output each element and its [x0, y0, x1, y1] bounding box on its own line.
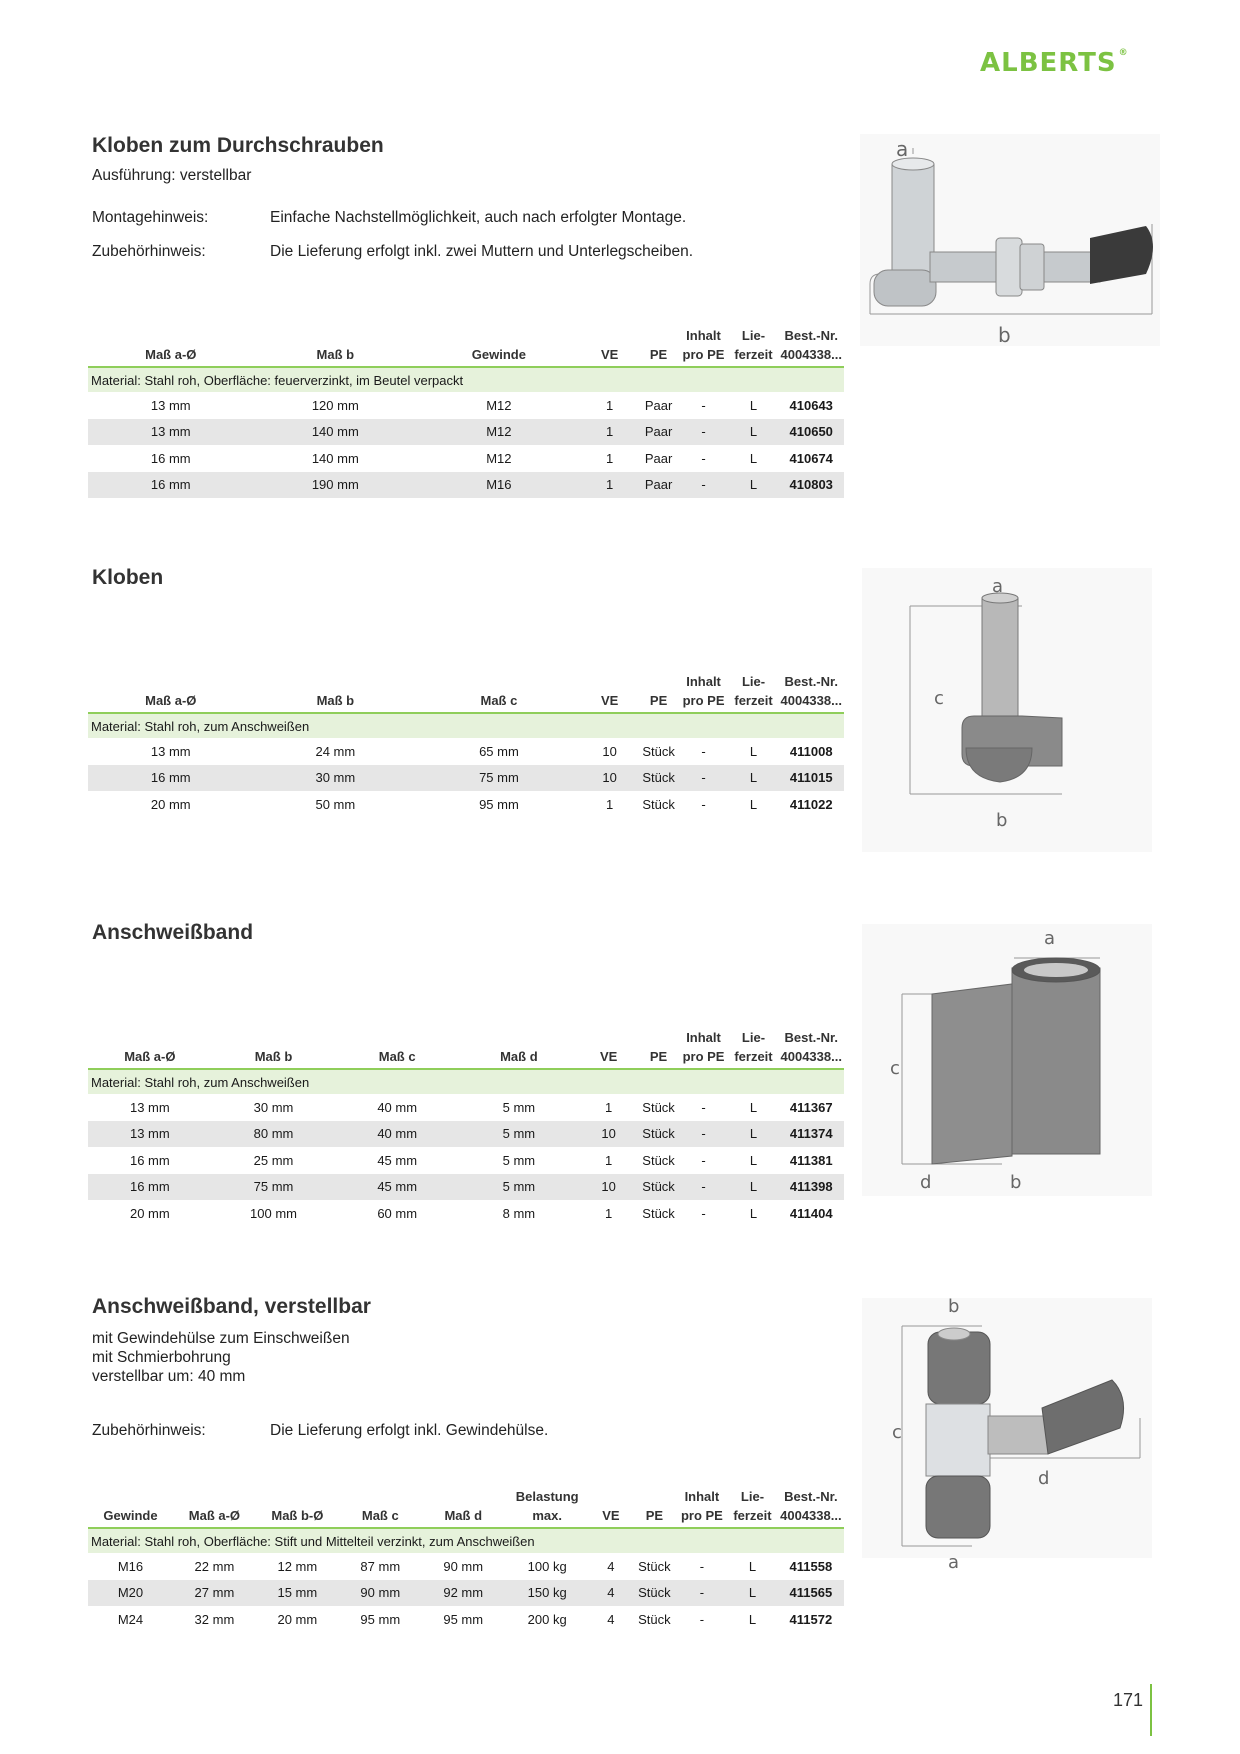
article-number-cell: 411381	[789, 1152, 833, 1168]
table-cell: 120 mm	[311, 397, 359, 413]
table-cell: -	[679, 1174, 729, 1201]
article-number-cell: 410674	[789, 450, 833, 466]
article-number-cell: 411558	[789, 1558, 833, 1574]
table-cell: 1	[605, 1152, 613, 1168]
table-cell: M20	[88, 1580, 173, 1607]
table-cell: 10	[579, 1174, 639, 1201]
table-cell: L	[749, 1152, 758, 1168]
table-cell: 20 mm	[129, 1205, 170, 1221]
table-row	[88, 1094, 844, 1121]
table-cell: Stück	[639, 1121, 679, 1148]
table-row	[88, 1121, 844, 1148]
column-header: VE	[599, 1049, 618, 1064]
table-cell: Stück	[632, 1580, 677, 1607]
table-cell: 1	[605, 1099, 613, 1115]
table-cell: 190 mm	[254, 472, 418, 499]
table-cell: M12	[486, 450, 512, 466]
table-cell: L	[729, 1174, 779, 1201]
material-row	[88, 713, 844, 738]
table-cell: Paar	[644, 397, 673, 413]
table-cell: L	[749, 397, 758, 413]
table-cell: -	[701, 796, 706, 812]
table-cell: 75 mm	[417, 765, 581, 792]
column-header: Lie- ferzeit	[734, 328, 773, 362]
column-header: Gewinde	[103, 1508, 158, 1523]
table-cell: 90 mm	[443, 1558, 484, 1574]
column-header: Maß a-Ø	[145, 693, 197, 708]
column-header: VE	[600, 693, 619, 708]
table-cell: 12 mm	[277, 1558, 318, 1574]
table-cell: Stück	[639, 765, 679, 792]
table-cell: 87 mm	[360, 1558, 401, 1574]
table-cell: -	[699, 1558, 705, 1574]
article-number-cell: 411367	[789, 1099, 833, 1115]
table-cell: 90 mm	[339, 1580, 422, 1607]
column-header: Best.-Nr. 4004338...	[780, 328, 842, 362]
table-cell: -	[701, 397, 706, 413]
article-number-cell: 411398	[778, 1174, 844, 1201]
svg-text:b: b	[948, 1296, 960, 1317]
table-cell: L	[748, 1558, 757, 1574]
table-cell: L	[749, 450, 758, 466]
column-header: PE	[649, 347, 668, 362]
table-cell: 20 mm	[150, 796, 191, 812]
table-cell: Stück	[642, 1099, 675, 1115]
table-cell: M12	[486, 397, 512, 413]
svg-text:b: b	[998, 323, 1011, 347]
table-row	[88, 419, 844, 446]
table-cell: Paar	[639, 419, 679, 446]
table-cell: Stück	[638, 1558, 671, 1574]
svg-text:d: d	[920, 1172, 932, 1193]
accessory-hint: Zubehörhinweis: Die Lieferung erfolgt inkl. Gewindehülse.	[92, 1422, 549, 1439]
article-number-cell: 411572	[789, 1611, 833, 1627]
column-header: Belastung max.	[515, 1489, 579, 1523]
table-cell: -	[701, 1152, 706, 1168]
feature-line: mit Schmierbohrung	[92, 1349, 231, 1366]
table-cell: 95 mm	[360, 1611, 401, 1627]
table-row	[88, 1606, 844, 1633]
table-cell: 16 mm	[150, 450, 191, 466]
svg-text:d: d	[1038, 1468, 1050, 1489]
material-row	[88, 1528, 844, 1553]
table-cell: 100 mm	[250, 1205, 297, 1221]
table-cell: 27 mm	[173, 1580, 256, 1607]
article-number-cell: 410643	[789, 397, 833, 413]
column-header: Maß b-Ø	[271, 1508, 324, 1523]
table-cell: L	[749, 796, 758, 812]
table-cell: M24	[117, 1611, 144, 1627]
material-row	[88, 367, 844, 392]
table-cell: 13 mm	[88, 1121, 212, 1148]
column-header: VE	[600, 347, 619, 362]
svg-text:c: c	[934, 688, 944, 709]
svg-text:a: a	[992, 576, 1004, 597]
feature-line: verstellbar um: 40 mm	[92, 1368, 246, 1385]
table-cell: 10	[581, 765, 639, 792]
table-header-row	[88, 672, 844, 713]
table-cell: L	[749, 1099, 758, 1115]
article-number-cell: 411008	[789, 743, 833, 759]
table-cell: 80 mm	[212, 1121, 336, 1148]
table-cell: Stück	[642, 796, 675, 812]
column-header: Gewinde	[471, 347, 526, 362]
column-header: Maß b	[316, 693, 355, 708]
section-title: Kloben	[92, 566, 164, 589]
table-cell: 4	[590, 1580, 632, 1607]
table-cell: 100 kg	[527, 1558, 567, 1574]
section-subtitle: Ausführung: verstellbar	[92, 167, 252, 184]
table-row	[88, 738, 844, 765]
table-cell: 75 mm	[212, 1174, 336, 1201]
table-header-row	[88, 1028, 844, 1069]
table-cell: 4	[607, 1558, 615, 1574]
svg-text:c: c	[892, 1422, 902, 1443]
table-cell: 16 mm	[88, 472, 254, 499]
table-row	[88, 765, 844, 792]
table-cell: L	[728, 419, 778, 446]
section-anschweissband	[92, 921, 844, 945]
product-image	[862, 568, 1152, 852]
table-cell: L	[748, 1611, 757, 1627]
product-table	[88, 326, 844, 498]
table-cell: 13 mm	[150, 743, 191, 759]
table-cell: 5 mm	[459, 1121, 579, 1148]
table-cell: -	[699, 1611, 705, 1627]
table-cell: Stück	[639, 1174, 679, 1201]
table-row	[88, 392, 844, 419]
article-number-cell: 411022	[789, 796, 833, 812]
table-cell: -	[679, 765, 729, 792]
table-cell: 16 mm	[129, 1152, 170, 1168]
table-cell: 13 mm	[88, 419, 254, 446]
article-number-cell: 411404	[789, 1205, 833, 1221]
product-image	[862, 1296, 1152, 1573]
table-cell: 5 mm	[502, 1099, 536, 1115]
column-header: Inhalt pro PE	[682, 1030, 725, 1064]
column-header: Maß a-Ø	[124, 1049, 176, 1064]
table-cell: 16 mm	[88, 765, 254, 792]
table-cell: L	[729, 1121, 779, 1148]
table-cell: Stück	[638, 1611, 671, 1627]
table-header-row	[88, 1487, 844, 1528]
column-header: VE	[602, 1508, 620, 1523]
table-header-row	[88, 326, 844, 367]
table-cell: 45 mm	[377, 1152, 418, 1168]
table-cell: 30 mm	[254, 765, 418, 792]
table-cell: 24 mm	[315, 743, 356, 759]
table-cell: 25 mm	[253, 1152, 294, 1168]
table-cell: -	[677, 1580, 728, 1607]
article-number-cell: 410650	[778, 419, 844, 446]
table-cell: 95 mm	[443, 1611, 484, 1627]
column-header: Best.-Nr. 4004338...	[780, 1489, 842, 1523]
article-number-cell: 411565	[778, 1580, 844, 1607]
svg-text:a: a	[1044, 928, 1056, 949]
table-cell: Paar	[639, 472, 679, 499]
table-cell: 60 mm	[377, 1205, 418, 1221]
table-row	[88, 472, 844, 499]
svg-text:b: b	[996, 810, 1008, 831]
table-cell: 45 mm	[335, 1174, 459, 1201]
table-cell: 13 mm	[129, 1099, 170, 1115]
table-cell: 92 mm	[422, 1580, 505, 1607]
product-table	[88, 672, 844, 818]
feature-line: mit Gewindehülse zum Einschweißen	[92, 1330, 350, 1347]
section-anschweissband-verstellbar	[92, 1295, 844, 1440]
product-image	[860, 134, 1160, 346]
table-row	[88, 1174, 844, 1201]
table-cell: 4	[607, 1611, 615, 1627]
table-cell: -	[701, 1205, 706, 1221]
table-cell: -	[679, 1121, 729, 1148]
article-number-cell: 411374	[778, 1121, 844, 1148]
table-cell: -	[679, 419, 729, 446]
table-cell: M16	[417, 472, 581, 499]
table-cell: 1	[605, 1205, 613, 1221]
table-cell: 1	[606, 796, 614, 812]
product-image	[862, 924, 1152, 1196]
column-header: Lie- ferzeit	[733, 1489, 772, 1523]
table-cell: 8 mm	[502, 1205, 536, 1221]
column-header: Maß b	[254, 1049, 293, 1064]
material-note: Material: Stahl roh, Oberfläche: feuerverzinkt, im Beutel verpackt	[88, 367, 844, 392]
table-cell: 200 kg	[527, 1611, 567, 1627]
section-title: Anschweißband	[92, 921, 254, 944]
table-cell: 140 mm	[254, 419, 418, 446]
accessory-hint: Zubehörhinweis: Die Lieferung erfolgt inkl. zwei Muttern und Unterlegscheiben.	[92, 243, 694, 260]
table-cell: 10	[579, 1121, 639, 1148]
svg-text:b: b	[1010, 1172, 1022, 1193]
product-table	[88, 1028, 844, 1227]
table-cell: 32 mm	[194, 1611, 235, 1627]
table-cell: 40 mm	[335, 1121, 459, 1148]
column-header: Inhalt pro PE	[680, 1489, 723, 1523]
table-cell: 15 mm	[256, 1580, 339, 1607]
material-note: Material: Stahl roh, zum Anschweißen	[88, 1069, 844, 1094]
column-header: PE	[649, 693, 668, 708]
table-cell: 1	[606, 397, 614, 413]
material-note: Material: Stahl roh, Oberfläche: Stift und Mittelteil verzinkt, zum Anschweißen	[88, 1528, 844, 1553]
table-cell: 10	[602, 743, 617, 759]
table-cell: L	[749, 743, 758, 759]
table-cell: 13 mm	[150, 397, 191, 413]
column-header: Inhalt pro PE	[682, 328, 725, 362]
brand-logo: ALBERTS ®	[980, 48, 1129, 78]
column-header: Lie- ferzeit	[734, 674, 773, 708]
table-cell: -	[679, 472, 729, 499]
table-cell: 140 mm	[311, 450, 359, 466]
table-cell: Stück	[642, 743, 675, 759]
column-header: Maß b	[316, 347, 355, 362]
material-row	[88, 1069, 844, 1094]
column-header: Best.-Nr. 4004338...	[780, 1030, 842, 1064]
table-cell: Stück	[642, 1152, 675, 1168]
table-cell: M12	[417, 419, 581, 446]
table-cell: Stück	[642, 1205, 675, 1221]
column-header: Lie- ferzeit	[734, 1030, 773, 1064]
table-cell: 5 mm	[502, 1152, 536, 1168]
table-cell: 65 mm	[479, 743, 519, 759]
table-row	[88, 1147, 844, 1174]
mounting-hint: Montagehinweis: Einfache Nachstellmöglichkeit, auch nach erfolgter Montage.	[92, 209, 687, 226]
table-cell: 150 kg	[505, 1580, 590, 1607]
table-row	[88, 1553, 844, 1580]
section-title: Anschweißband, verstellbar	[92, 1295, 371, 1318]
section-kloben-durchschrauben	[92, 134, 844, 261]
table-cell: L	[728, 472, 778, 499]
table-cell: 50 mm	[315, 796, 356, 812]
table-cell: -	[701, 743, 706, 759]
table-cell: -	[701, 450, 706, 466]
svg-text:c: c	[890, 1058, 900, 1079]
table-row	[88, 445, 844, 472]
section-title: Kloben zum Durchschrauben	[92, 134, 384, 157]
column-header: Maß a-Ø	[145, 347, 197, 362]
table-cell: L	[749, 1205, 758, 1221]
table-row	[88, 791, 844, 818]
table-cell: 20 mm	[277, 1611, 318, 1627]
table-cell: 1	[581, 419, 639, 446]
svg-text:a: a	[948, 1552, 960, 1573]
table-cell: 1	[606, 450, 614, 466]
svg-text:a: a	[896, 137, 909, 161]
table-cell: 30 mm	[253, 1099, 294, 1115]
column-header: Maß c	[361, 1508, 399, 1523]
table-row	[88, 1580, 844, 1607]
table-cell: 1	[581, 472, 639, 499]
column-header: Best.-Nr. 4004338...	[780, 674, 842, 708]
article-number-cell: 411015	[779, 765, 845, 792]
page-number-bar	[1150, 1684, 1152, 1736]
column-header: Maß c	[480, 693, 518, 708]
table-cell: 40 mm	[377, 1099, 418, 1115]
table-cell: 5 mm	[459, 1174, 579, 1201]
column-header: PE	[649, 1049, 668, 1064]
column-header: Inhalt pro PE	[682, 674, 725, 708]
table-cell: 95 mm	[479, 796, 519, 812]
section-kloben	[92, 566, 844, 590]
page-number: 171	[1113, 1690, 1144, 1710]
column-header: Maß c	[378, 1049, 416, 1064]
column-header: PE	[645, 1508, 664, 1523]
table-cell: L	[729, 765, 779, 792]
product-table	[88, 1487, 844, 1633]
table-cell: Paar	[644, 450, 673, 466]
column-header: Maß a-Ø	[188, 1508, 241, 1523]
table-cell: 16 mm	[88, 1174, 212, 1201]
table-cell: L	[727, 1580, 778, 1607]
article-number-cell: 410803	[778, 472, 844, 499]
material-note: Material: Stahl roh, zum Anschweißen	[88, 713, 844, 738]
column-header: Maß d	[500, 1049, 538, 1064]
column-header: Maß d	[444, 1508, 483, 1523]
table-cell: 22 mm	[194, 1558, 235, 1574]
table-cell: M16	[117, 1558, 144, 1574]
table-row	[88, 1200, 844, 1227]
table-cell: -	[701, 1099, 706, 1115]
